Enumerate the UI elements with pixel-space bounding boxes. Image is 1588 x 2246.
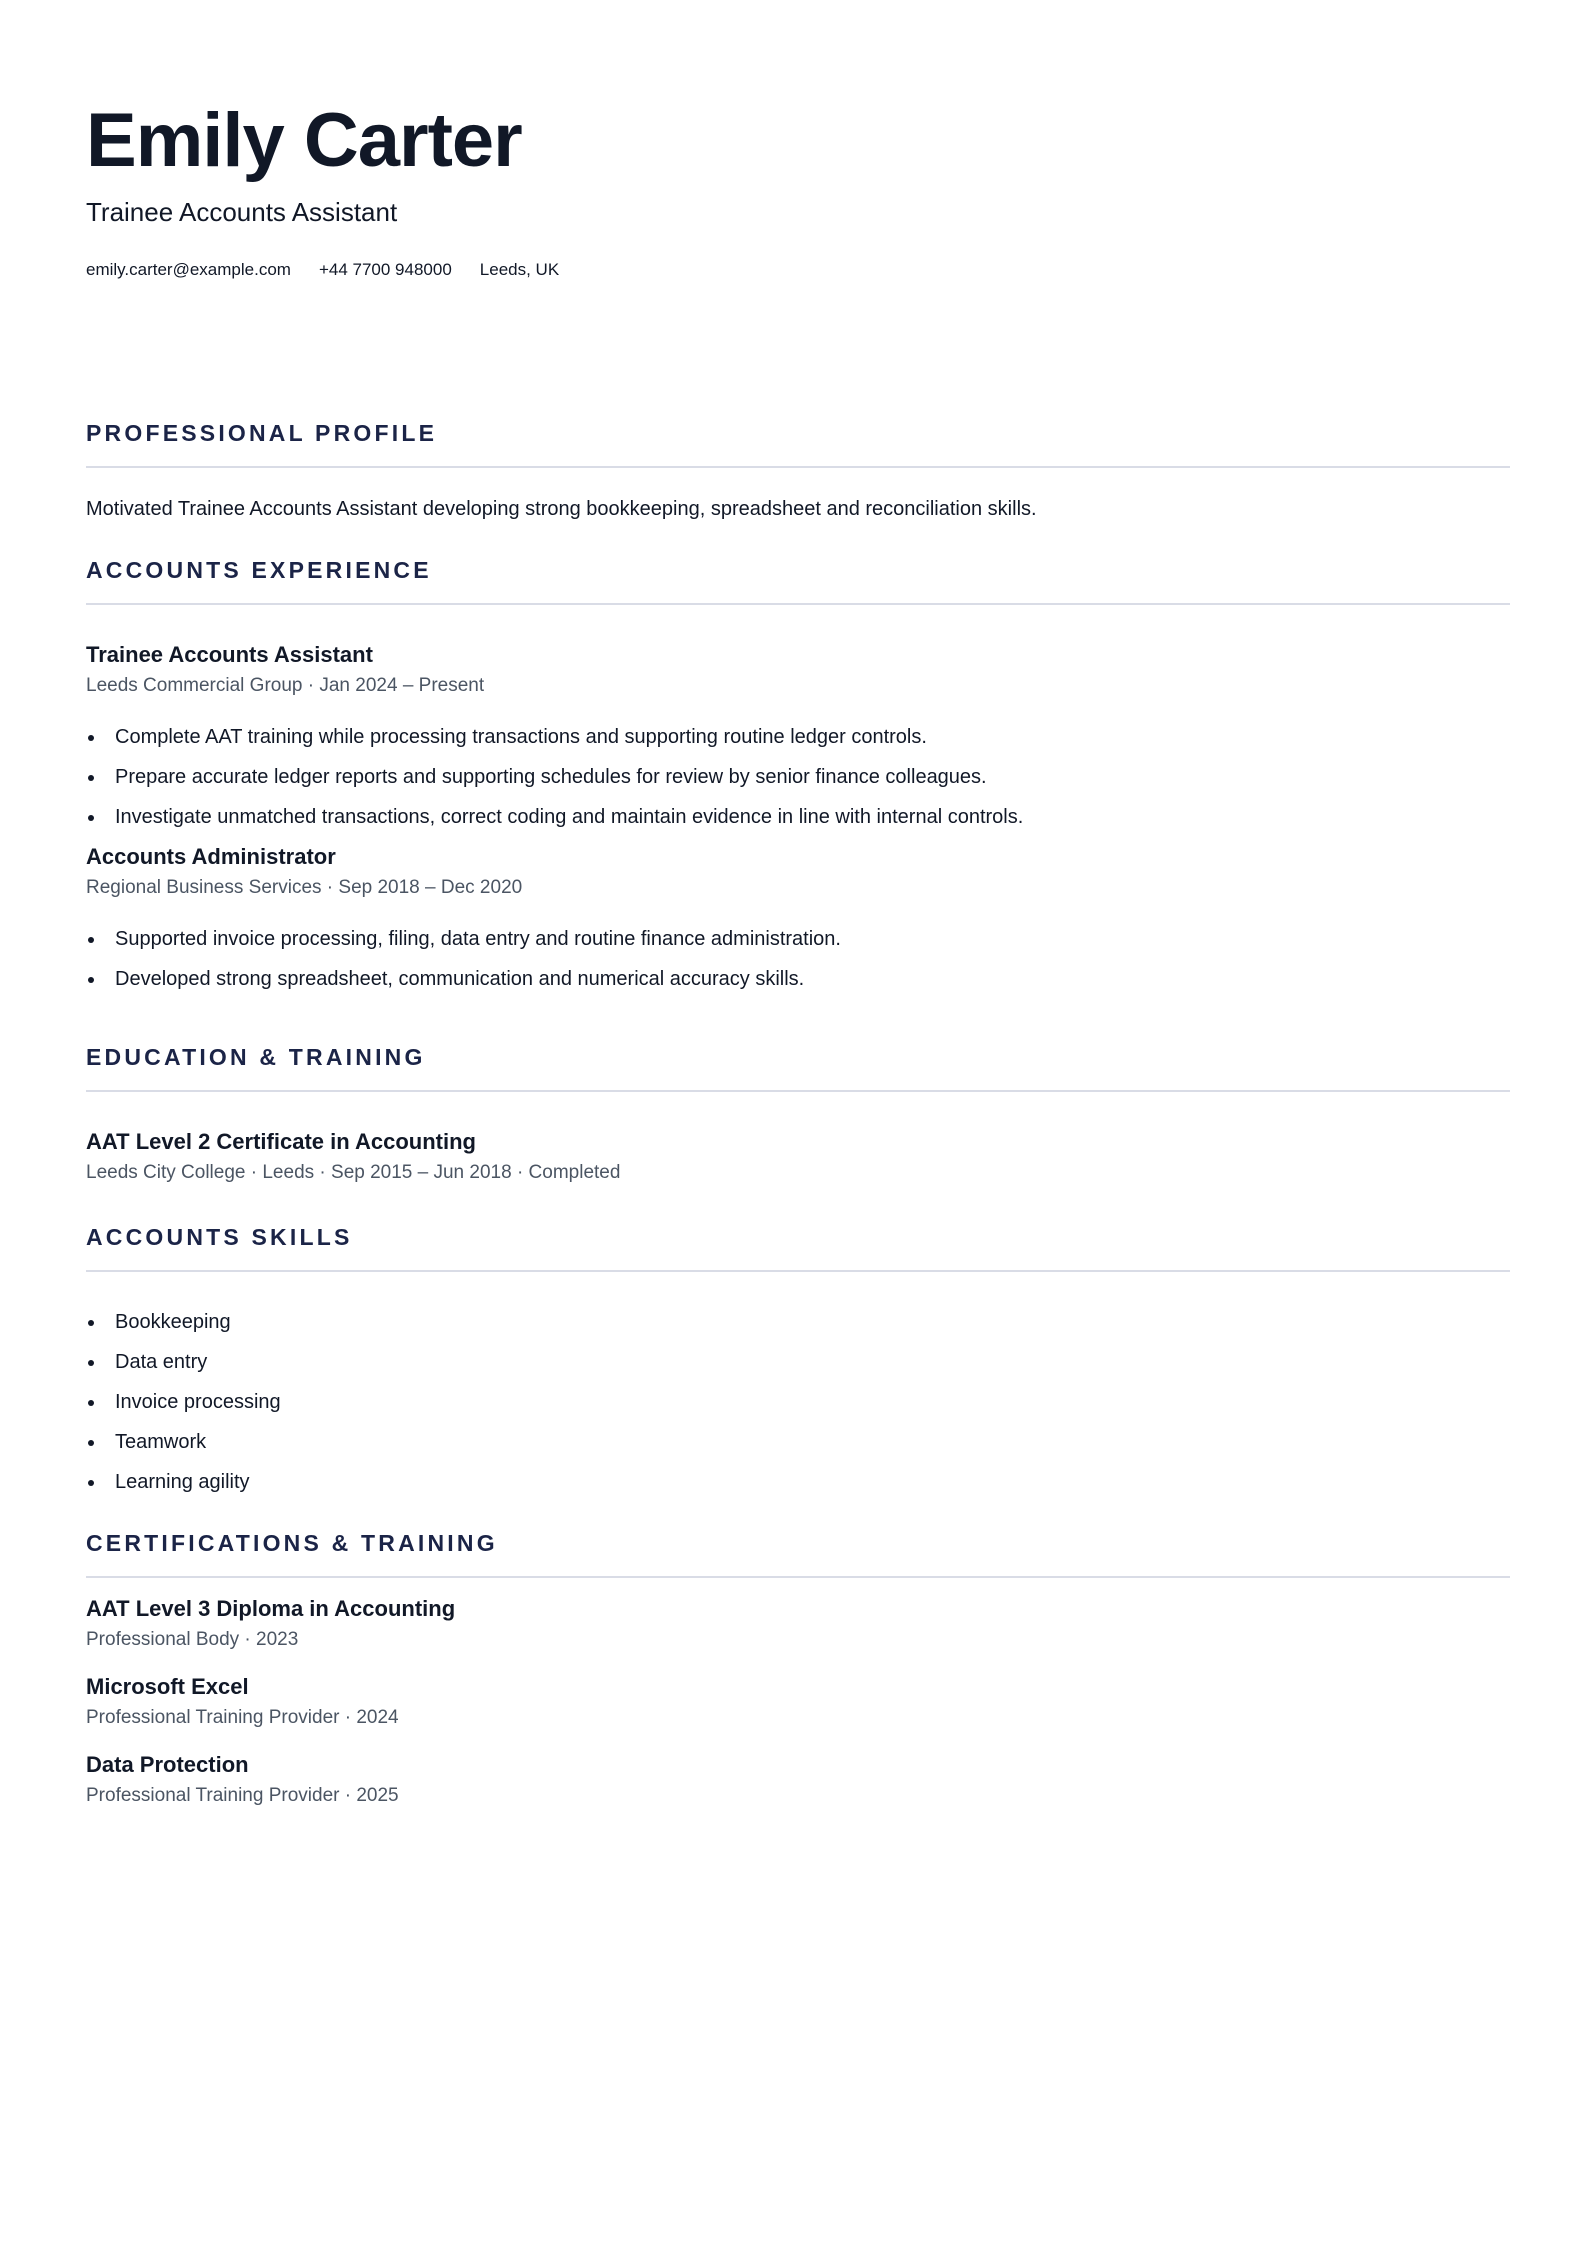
section-profile: [86, 418, 1510, 523]
job-bullets: [86, 925, 1510, 1005]
education-name: AAT Level 2 Certificate in Accounting: [86, 1129, 476, 1154]
section-divider: [86, 603, 1510, 605]
section-certifications: [86, 1528, 1510, 1809]
certification-entry: [86, 1751, 1510, 1809]
section-title-skills: ACCOUNTS SKILLS: [86, 1224, 353, 1250]
education-meta: Leeds City College · Leeds · Sep 2015 – Jun 2018 · Completed: [86, 1162, 621, 1183]
job-bullet: Prepare accurate ledger reports and supporting schedules for review by senior finance colleagues.: [86, 763, 1510, 803]
section-title-experience: ACCOUNTS EXPERIENCE: [86, 557, 432, 583]
job-bullets: [86, 723, 1510, 843]
contact-phone[interactable]: +44 7700 948000: [318, 260, 452, 279]
job-bullet: Supported invoice processing, filing, data entry and routine finance administration.: [86, 925, 1510, 965]
skill-item: Teamwork: [86, 1428, 1510, 1468]
skill-item: Data entry: [86, 1348, 1510, 1388]
skill-item: Learning agility: [86, 1468, 1510, 1508]
contact-location: Leeds, UK: [479, 260, 560, 279]
education-entry: [86, 1128, 1510, 1186]
job-entry: [86, 843, 1510, 1005]
section-divider: [86, 1090, 1510, 1092]
certification-entry: [86, 1595, 1510, 1653]
certification-name: Data Protection: [86, 1752, 249, 1777]
certification-meta: Professional Training Provider · 2024: [86, 1707, 399, 1728]
skills-list: [86, 1308, 1510, 1508]
job-meta: Regional Business Services · Sep 2018 – Dec 2020: [86, 877, 523, 898]
job-title: Accounts Administrator: [86, 844, 336, 869]
job-entry: [86, 641, 1510, 843]
section-experience: [86, 555, 1510, 1005]
contact-email[interactable]: emily.carter@example.com: [86, 260, 291, 279]
section-title-profile: PROFESSIONAL PROFILE: [86, 420, 438, 446]
certification-entry: [86, 1673, 1510, 1731]
job-bullet: Developed strong spreadsheet, communication and numerical accuracy skills.: [86, 965, 1510, 1005]
certification-name: AAT Level 3 Diploma in Accounting: [86, 1596, 456, 1621]
section-title-education: EDUCATION & TRAINING: [86, 1044, 426, 1070]
certification-name: Microsoft Excel: [86, 1674, 249, 1699]
section-education: [86, 1042, 1510, 1186]
section-title-certifications: CERTIFICATIONS & TRAINING: [86, 1530, 498, 1556]
section-divider: [86, 1270, 1510, 1272]
skill-item: Invoice processing: [86, 1388, 1510, 1428]
candidate-headline: Trainee Accounts Assistant: [86, 197, 398, 227]
job-title: Trainee Accounts Assistant: [86, 642, 373, 667]
skill-item: Bookkeeping: [86, 1308, 1510, 1348]
candidate-name: Emily Carter: [86, 98, 522, 183]
job-meta: Leeds Commercial Group · Jan 2024 – Present: [86, 675, 485, 696]
job-bullet: Complete AAT training while processing transactions and supporting routine ledger controls.: [86, 723, 1510, 763]
section-divider: [86, 1576, 1510, 1578]
profile-text: Motivated Trainee Accounts Assistant developing strong bookkeeping, spreadsheet and reconciliation skills.: [86, 498, 1037, 520]
job-bullet: Investigate unmatched transactions, correct coding and maintain evidence in line with internal controls.: [86, 803, 1510, 843]
contact-row: [86, 260, 559, 280]
section-divider: [86, 466, 1510, 468]
section-skills: [86, 1222, 1510, 1508]
certification-meta: Professional Body · 2023: [86, 1629, 299, 1650]
certification-meta: Professional Training Provider · 2025: [86, 1785, 399, 1806]
